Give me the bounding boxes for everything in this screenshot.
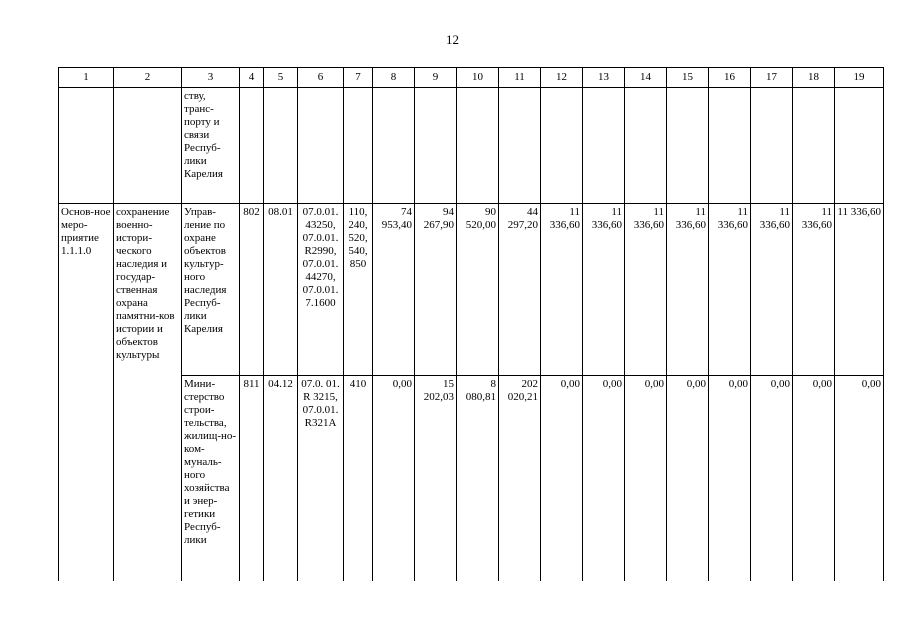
value-cell: 11 336,60	[835, 204, 884, 376]
value-cell: 0,00	[751, 376, 793, 581]
header-row	[59, 68, 884, 88]
cell	[541, 88, 583, 204]
cell	[114, 88, 182, 204]
header-cell-19: 19	[835, 68, 884, 88]
value-cell: 0,00	[625, 376, 667, 581]
section-cell: 04.12	[264, 376, 298, 581]
header-cell-13: 13	[583, 68, 625, 88]
cell	[709, 88, 751, 204]
budget-table	[58, 67, 884, 581]
cell	[793, 88, 835, 204]
value-cell: 11 336,60	[625, 204, 667, 376]
header-cell-11: 11	[499, 68, 541, 88]
page-number: 12	[446, 32, 459, 47]
value-cell: 0,00	[541, 376, 583, 581]
header-cell-6: 6	[298, 68, 344, 88]
header-cell-4: 4	[240, 68, 264, 88]
cell	[583, 88, 625, 204]
header-cell-14: 14	[625, 68, 667, 88]
value-cell: 0,00	[793, 376, 835, 581]
continuation-org-cell: ству, транс-порту и связи Респуб-лики Карелия	[182, 88, 240, 204]
value-cell: 0,00	[583, 376, 625, 581]
org-cell: Управ-ление по охране объектов культур-ного наследия Респуб-лики Карелия	[182, 204, 240, 376]
header-cell-1: 1	[59, 68, 114, 88]
value-cell: 44 297,20	[499, 204, 541, 376]
value-cell: 202 020,21	[499, 376, 541, 581]
cell	[751, 88, 793, 204]
target-article-cell: 07.0.01. 43250, 07.0.01. R2990, 07.0.01. 44270, 07.0.01. 7.1600	[298, 204, 344, 376]
cell	[240, 88, 264, 204]
cell	[415, 88, 457, 204]
measure-description-cell: сохранение военно-истори-ческого наследия и государ-ственная охрана памятни-ков истории и объектов культуры	[114, 204, 182, 581]
cell	[298, 88, 344, 204]
value-cell: 11 336,60	[793, 204, 835, 376]
value-cell: 94 267,90	[415, 204, 457, 376]
code-cell: 802	[240, 204, 264, 376]
header-cell-7: 7	[344, 68, 373, 88]
value-cell: 15 202,03	[415, 376, 457, 581]
value-cell: 0,00	[709, 376, 751, 581]
header-cell-10: 10	[457, 68, 499, 88]
header-cell-18: 18	[793, 68, 835, 88]
header-cell-8: 8	[373, 68, 415, 88]
continuation-row	[59, 88, 884, 204]
section-cell: 08.01	[264, 204, 298, 376]
cell	[373, 88, 415, 204]
cell	[835, 88, 884, 204]
header-cell-17: 17	[751, 68, 793, 88]
value-cell: 0,00	[373, 376, 415, 581]
value-cell: 11 336,60	[751, 204, 793, 376]
cell	[667, 88, 709, 204]
code-cell: 811	[240, 376, 264, 581]
cell	[264, 88, 298, 204]
value-cell: 8 080,81	[457, 376, 499, 581]
header-cell-16: 16	[709, 68, 751, 88]
table-row	[59, 376, 884, 581]
header-cell-2: 2	[114, 68, 182, 88]
cell	[344, 88, 373, 204]
table-row	[59, 204, 884, 376]
value-cell: 11 336,60	[541, 204, 583, 376]
org-cell: Мини-стерство строи-тельства, жилищ-но-ком-муналь-ного хозяйства и энер-гетики Респуб-лики	[182, 376, 240, 581]
expense-type-cell: 410	[344, 376, 373, 581]
measure-name-cell: Основ-ное меро-приятие 1.1.1.0	[59, 204, 114, 581]
value-cell: 0,00	[835, 376, 884, 581]
value-cell: 0,00	[667, 376, 709, 581]
value-cell: 11 336,60	[709, 204, 751, 376]
header-cell-15: 15	[667, 68, 709, 88]
value-cell: 11 336,60	[667, 204, 709, 376]
target-article-cell: 07.0. 01. R 3215, 07.0.01. R321A	[298, 376, 344, 581]
cell	[457, 88, 499, 204]
cell	[59, 88, 114, 204]
value-cell: 74 953,40	[373, 204, 415, 376]
value-cell: 90 520,00	[457, 204, 499, 376]
value-cell: 11 336,60	[583, 204, 625, 376]
header-cell-3: 3	[182, 68, 240, 88]
cell	[625, 88, 667, 204]
header-cell-9: 9	[415, 68, 457, 88]
cell	[499, 88, 541, 204]
header-cell-12: 12	[541, 68, 583, 88]
header-cell-5: 5	[264, 68, 298, 88]
expense-type-cell: 110, 240, 520, 540, 850	[344, 204, 373, 376]
